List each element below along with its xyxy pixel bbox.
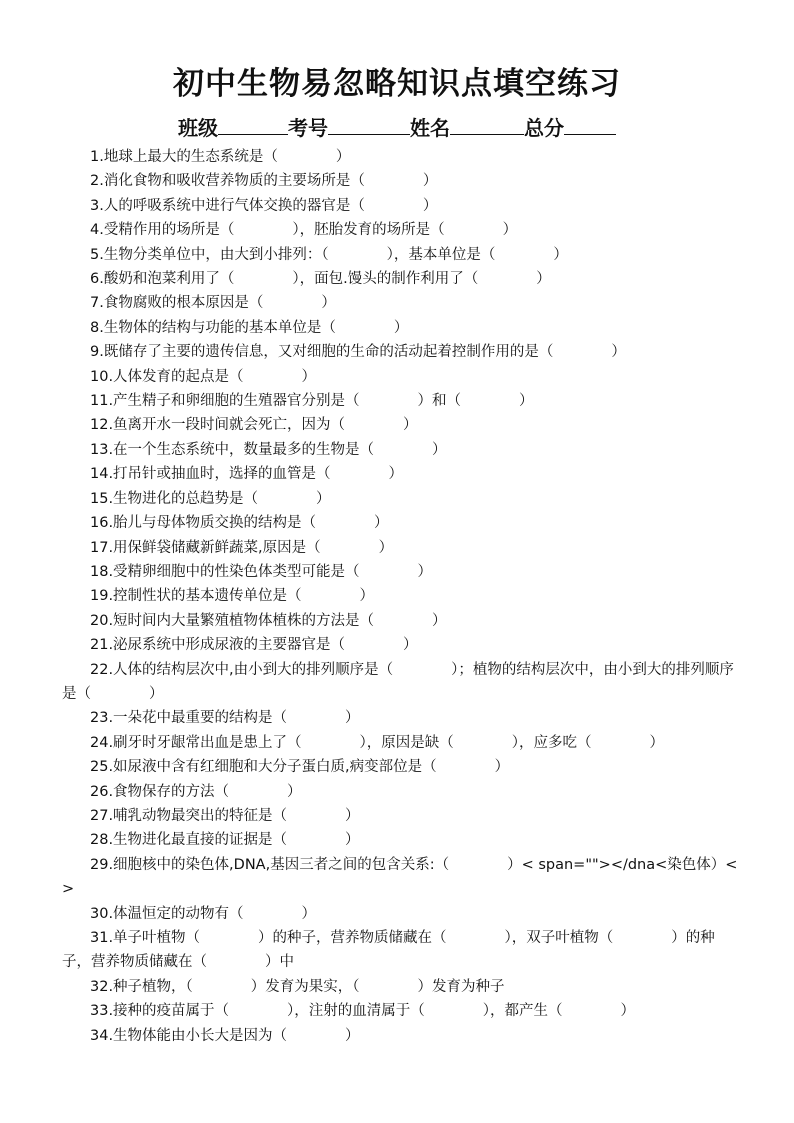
name-blank[interactable] (450, 116, 524, 135)
question-item: 4.受精作用的场所是（ ），胚胎发育的场所是（ ） (90, 222, 518, 239)
question-item: 24.刷牙时牙龈常出血是患上了（ ），原因是缺（ ），应多吃（ ） (90, 734, 665, 751)
question-item: 19.控制性状的基本遗传单位是（ ） (90, 588, 375, 605)
question-item: 27.哺乳动物最突出的特征是（ ） (90, 807, 360, 824)
score-label: 总分 (524, 116, 564, 140)
question-item: 11.产生精子和卵细胞的生殖器官分别是（ ）和（ ） (90, 393, 534, 410)
question-item: 33.接种的疫苗属于（ ），注射的血清属于（ ），都产生（ ） (90, 1003, 636, 1020)
exam-no-label: 考号 (288, 116, 328, 140)
question-item: 7.食物腐败的根本原因是（ ） (90, 295, 336, 312)
question-item: 23.一朵花中最重要的结构是（ ） (90, 710, 360, 727)
question-item: 9.既储存了主要的遗传信息，又对细胞的生命的活动起着控制作用的是（ ） (90, 344, 626, 361)
question-item: 22.人体的结构层次中,由小到大的排列顺序是（ ）；植物的结构层次中，由小到大的排列顺序是（ ） (62, 661, 734, 702)
question-item: 26.食物保存的方法（ ） (90, 783, 302, 800)
page-title: 初中生物易忽略知识点填空练习 (173, 66, 621, 102)
question-item: 14.打吊针或抽血时，选择的血管是（ ） (90, 466, 404, 483)
question-item: 34.生物体能由小长大是因为（ ） (90, 1027, 360, 1044)
question-item: 31.单子叶植物（ ）的种子，营养物质储藏在（ ），双子叶植物（ ）的种子，营养物质储藏在（ ）中 (62, 930, 715, 971)
class-label: 班级 (178, 116, 218, 140)
question-item: 12.鱼离开水一段时间就会死亡，因为（ ） (90, 417, 418, 434)
question-item: 2.消化食物和吸收营养物质的主要场所是（ ） (90, 173, 438, 190)
student-info-line (0, 112, 794, 141)
question-list (62, 145, 742, 1048)
exam-no-blank[interactable] (328, 116, 410, 135)
question-item: 8.生物体的结构与功能的基本单位是（ ） (90, 319, 409, 336)
question-item: 28.生物进化最直接的证据是（ ） (90, 832, 360, 849)
class-blank[interactable] (218, 116, 288, 135)
question-item: 3.人的呼吸系统中进行气体交换的器官是（ ） (90, 197, 438, 214)
question-item: 29.细胞核中的染色体,DNA,基因三者之间的包含关系:（ ）< span=""></dna<染色体）<> (62, 856, 738, 898)
question-item: 21.泌尿系统中形成尿液的主要器官是（ ） (90, 637, 418, 654)
question-item: 1.地球上最大的生态系统是（ ） (90, 149, 351, 165)
question-item: 30.体温恒定的动物有（ ） (90, 905, 317, 922)
question-item: 6.酸奶和泡菜利用了（ ），面包.馒头的制作利用了（ ） (90, 271, 551, 288)
question-item: 15.生物进化的总趋势是（ ） (90, 490, 331, 507)
question-item: 5.生物分类单位中，由大到小排列：（ ），基本单位是（ ） (90, 246, 568, 263)
question-item: 16.胎儿与母体物质交换的结构是（ ） (90, 515, 389, 532)
question-item: 32.种子植物，（ ）发育为果实，（ ）发育为种子 (90, 978, 505, 995)
score-blank[interactable] (564, 116, 616, 135)
question-item: 10.人体发育的起点是（ ） (90, 368, 317, 385)
question-item: 18.受精卵细胞中的性染色体类型可能是（ ） (90, 563, 433, 580)
question-item: 17.用保鲜袋储藏新鲜蔬菜,原因是（ ） (90, 539, 394, 556)
name-label: 姓名 (410, 116, 450, 140)
question-item: 13.在一个生态系统中，数量最多的生物是（ ） (90, 441, 447, 458)
question-item: 20.短时间内大量繁殖植物体植株的方法是（ ） (90, 612, 447, 629)
question-item: 25.如尿液中含有红细胞和大分子蛋白质,病变部位是（ ） (90, 759, 510, 776)
